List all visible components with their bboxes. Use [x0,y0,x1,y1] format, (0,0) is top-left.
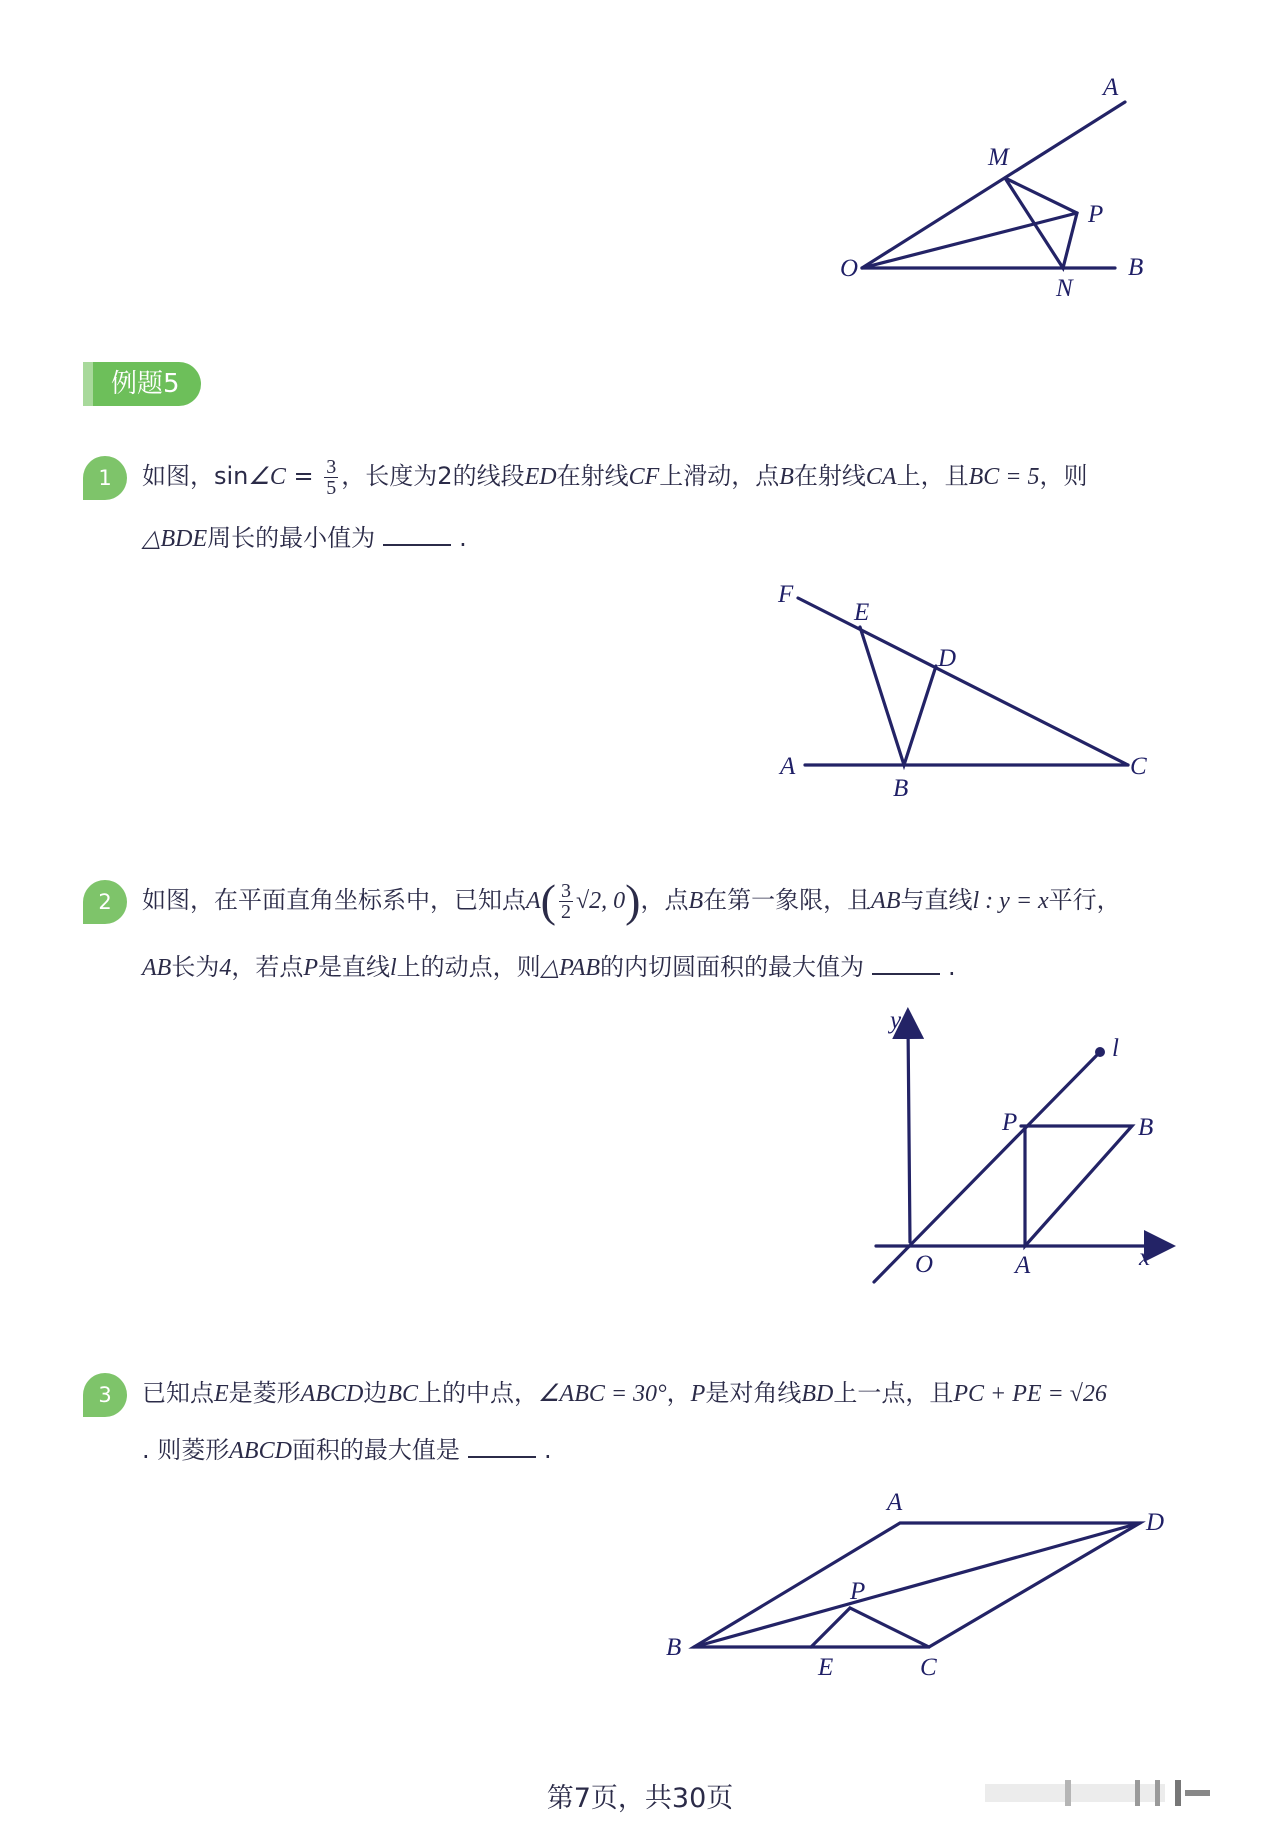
question-3-line-2: . 则菱形ABCD面积的最大值是 . [142,1436,552,1464]
label-f: F [778,581,794,608]
label-d: D [938,645,957,672]
question-1-line-1: 如图，sin∠C = $\frac{3}{5}$ ，长度为2的线段ED在射线CF上滑动，点B在射线CA上，且BC = 5，则 [142,455,1088,499]
label-p: P [850,1578,866,1605]
label-e: E [818,1654,834,1681]
question-2-line-2: AB长为4，若点P是直线l上的动点，则△PAB的内切圆面积的最大值为 . [142,953,956,981]
label-o: O [915,1251,934,1278]
label-b: B [1128,254,1144,281]
fraction: $\frac{3}{5}$ [326,455,337,499]
section-tag: 例题5 [83,362,201,406]
question-3-line-1: 已知点E是菱形ABCD边BC上的中点，∠ABC = 30°，P是对角线BD上一点，且PC + PE = √26 [142,1379,1107,1407]
triangle-bde-figure [760,575,1180,805]
label-m: M [988,144,1009,171]
question-number-1: 1 [83,456,127,500]
fraction: $\frac{3}{2}$ [561,879,571,923]
label-p: P [1088,201,1104,228]
label-a: A [887,1489,903,1516]
question-1-line-2: △BDE周长的最小值为 . [142,524,467,552]
label-b: B [893,775,909,802]
coordinate-figure [860,1005,1180,1295]
label-d: D [1146,1509,1165,1536]
label-b: B [666,1634,682,1661]
label-e: E [854,599,870,626]
question-number-3: 3 [83,1373,127,1417]
line-endpoint [1095,1047,1105,1057]
label-y: y [890,1007,902,1034]
page-footer: 第7页，共30页 [546,1783,734,1814]
question-2-line-1: 如图，在平面直角坐标系中，已知点A( $\frac{3}{2}$ √2, 0)，点B在第一象限，且AB与直线l : y = x平行， [142,875,1121,926]
label-a: A [1103,74,1119,101]
angle-figure [820,70,1180,310]
label-c: C [1130,753,1147,780]
label-x: x [1139,1244,1151,1271]
answer-blank[interactable] [468,1434,536,1458]
label-l: l [1112,1035,1119,1062]
label-a: A [1015,1252,1031,1279]
label-a: A [780,753,796,780]
answer-blank[interactable] [872,951,940,975]
answer-blank[interactable] [383,522,451,546]
rhombus-figure [650,1485,1190,1685]
scan-noise [985,1778,1235,1808]
question-number-2: 2 [83,880,127,924]
label-p: P [1002,1109,1018,1136]
label-b: B [1138,1114,1154,1141]
label-o: O [840,255,859,282]
label-c: C [920,1654,937,1681]
label-n: N [1056,275,1073,302]
